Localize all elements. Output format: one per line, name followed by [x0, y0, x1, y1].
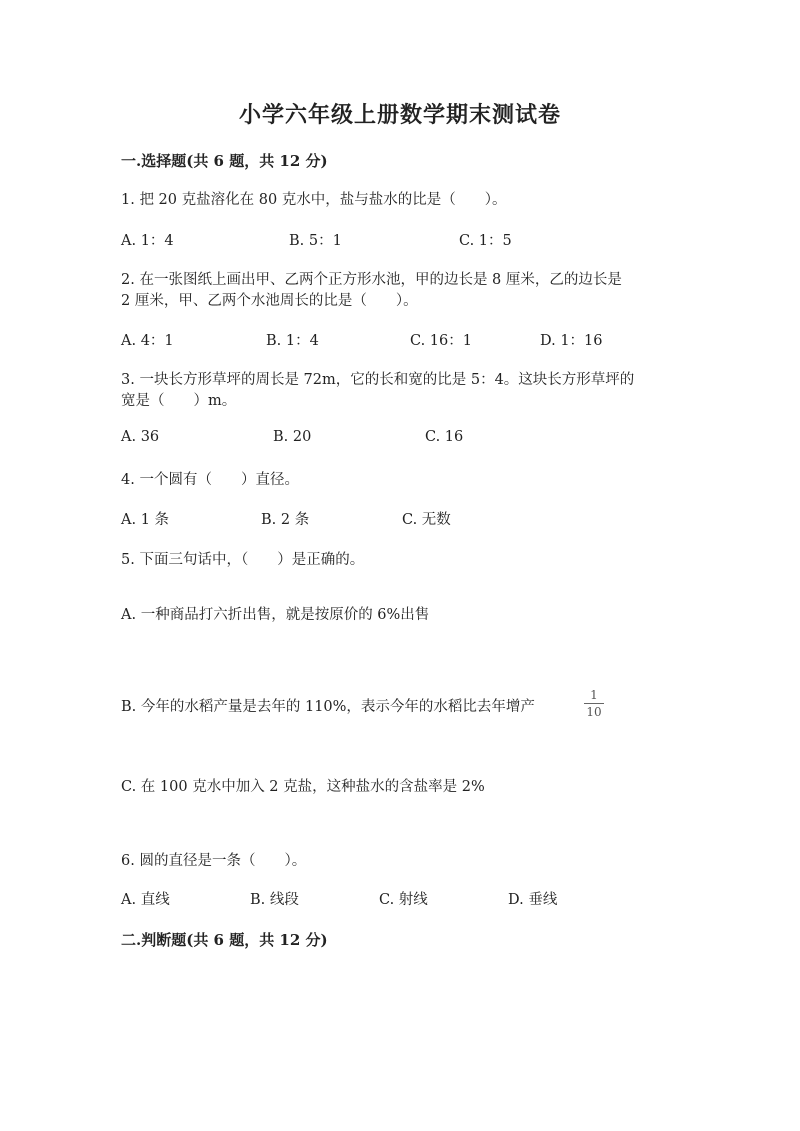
question-3-text-line1: 3. 一块长方形草坪的周长是 72m，它的长和宽的比是 5：4。这块长方形草坪的 [121, 372, 635, 388]
section-heading-judgement: 二.判断题(共 6 题，共 12 分) [121, 931, 328, 949]
question-2-option-a: A. 4：1 [121, 333, 174, 349]
question-2-option-b: B. 1：4 [266, 333, 319, 349]
question-2-text-line1: 2. 在一张图纸上画出甲、乙两个正方形水池，甲的边长是 8 厘米，乙的边长是 [121, 272, 622, 288]
question-5-option-c: C. 在 100 克水中加入 2 克盐，这种盐水的含盐率是 2% [121, 779, 485, 795]
question-6-option-c: C. 射线 [379, 892, 428, 908]
fraction-bar [584, 703, 604, 704]
fraction-one-tenth [582, 689, 606, 718]
fraction-numerator: 1 [590, 688, 598, 702]
question-6-option-d: D. 垂线 [508, 892, 558, 908]
question-1-option-a: A. 1：4 [121, 233, 174, 249]
question-1-option-c: C. 1：5 [459, 233, 512, 249]
question-3-option-b: B. 20 [273, 429, 312, 445]
question-3-text-line2: 宽是（ ）m。 [121, 393, 237, 409]
question-4-option-b: B. 2 条 [261, 512, 310, 528]
question-5-option-b: B. 今年的水稻产量是去年的 110%，表示今年的水稻比去年增产 [121, 699, 535, 715]
question-2-option-c: C. 16：1 [410, 333, 472, 349]
question-4-text: 4. 一个圆有（ ）直径。 [121, 472, 299, 488]
question-6-option-a: A. 直线 [121, 892, 170, 908]
question-3-option-a: A. 36 [121, 429, 160, 445]
question-1-text: 1. 把 20 克盐溶化在 80 克水中，盐与盐水的比是（ ）。 [121, 192, 507, 208]
question-3-option-c: C. 16 [425, 429, 464, 445]
question-2-text-line2: 2 厘米，甲、乙两个水池周长的比是（ ）。 [121, 293, 418, 309]
page-title: 小学六年级上册数学期末测试卷 [238, 102, 561, 128]
question-6-text: 6. 圆的直径是一条（ ）。 [121, 853, 307, 869]
question-1-option-b: B. 5：1 [289, 233, 342, 249]
question-5-text: 5. 下面三句话中，（ ）是正确的。 [121, 552, 365, 568]
question-2-option-d: D. 1：16 [540, 333, 603, 349]
section-heading-choice: 一.选择题(共 6 题，共 12 分) [121, 152, 328, 170]
question-5-option-a: A. 一种商品打六折出售，就是按原价的 6%出售 [121, 607, 430, 623]
question-6-option-b: B. 线段 [250, 892, 299, 908]
question-4-option-c: C. 无数 [402, 512, 451, 528]
question-4-option-a: A. 1 条 [121, 512, 170, 528]
fraction-denominator: 10 [586, 705, 602, 719]
